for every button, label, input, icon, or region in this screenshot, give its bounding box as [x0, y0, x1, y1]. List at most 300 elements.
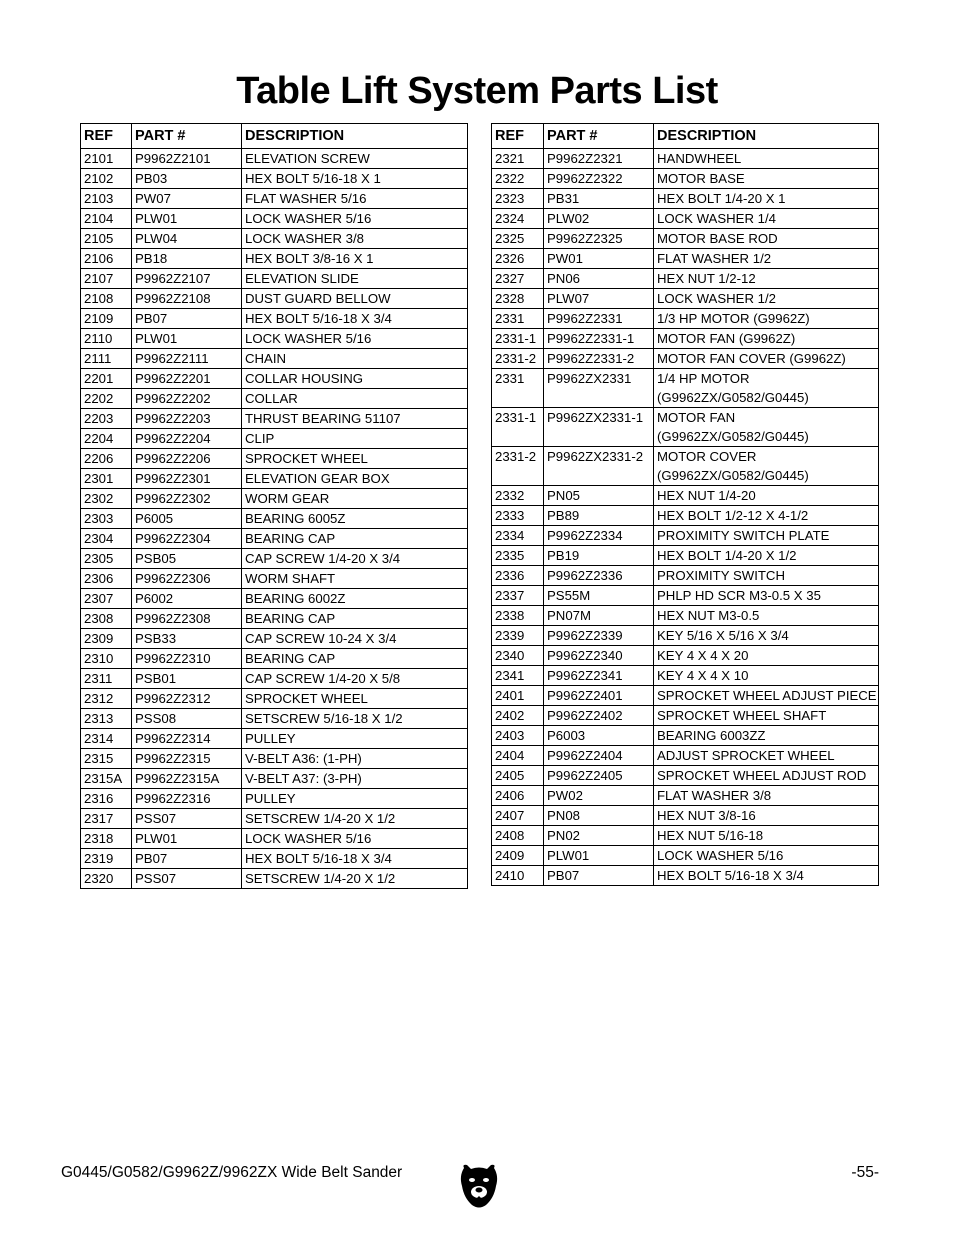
part-number-cell: P9962Z2201: [132, 369, 242, 389]
ref-cell: 2104: [81, 209, 132, 229]
part-number-cell: P9962Z2401: [544, 686, 654, 706]
ref-cell: 2106: [81, 249, 132, 269]
table-row: [492, 586, 879, 606]
part-number-cell: P9962Z2404: [544, 746, 654, 766]
description-line: FLAT WASHER 5/16: [245, 191, 367, 206]
ref-cell: 2313: [81, 709, 132, 729]
description-cell: [242, 449, 468, 469]
table-row: [81, 549, 468, 569]
part-number-cell: P9962Z2405: [544, 766, 654, 786]
table-row: [492, 646, 879, 666]
description-line-2: (G9962ZX/G0582/G0445): [657, 390, 809, 405]
part-number-cell: PW01: [544, 249, 654, 269]
ref-cell: 2409: [492, 846, 544, 866]
description-line: HEX BOLT 5/16-18 X 3/4: [657, 868, 804, 883]
ref-cell: 2326: [492, 249, 544, 269]
description-line: SETSCREW 1/4-20 X 1/2: [245, 871, 396, 886]
part-number-cell: P9962Z2312: [132, 689, 242, 709]
description-line: HANDWHEEL: [657, 151, 742, 166]
description-cell: [242, 649, 468, 669]
part-number-cell: PB18: [132, 249, 242, 269]
table-row: [492, 329, 879, 349]
description-line: LOCK WASHER 5/16: [245, 331, 372, 346]
ref-cell: 2319: [81, 849, 132, 869]
description-line: BEARING 6003ZZ: [657, 728, 766, 743]
description-line: MOTOR FAN (G9962Z): [657, 331, 796, 346]
part-number-cell: P9962Z2111: [132, 349, 242, 369]
ref-cell: 2331-2: [492, 447, 544, 486]
ref-cell: 2408: [492, 826, 544, 846]
ref-cell: 2203: [81, 409, 132, 429]
description-cell: [654, 169, 879, 189]
part-number-cell: PW07: [132, 189, 242, 209]
ref-cell: 2105: [81, 229, 132, 249]
table-row: [492, 209, 879, 229]
ref-cell: 2102: [81, 169, 132, 189]
ref-cell: 2410: [492, 866, 544, 886]
description-cell: [242, 409, 468, 429]
part-number-cell: PN07M: [544, 606, 654, 626]
table-row: [492, 846, 879, 866]
table-row: [492, 686, 879, 706]
ref-cell: 2101: [81, 149, 132, 169]
description-cell: [242, 869, 468, 889]
ref-cell: 2315: [81, 749, 132, 769]
ref-cell: 2406: [492, 786, 544, 806]
description-line: SPROCKET WHEEL ADJUST ROD: [657, 768, 867, 783]
description-line: CHAIN: [245, 351, 287, 366]
table-row: [492, 289, 879, 309]
part-number-cell: PSB05: [132, 549, 242, 569]
part-number-cell: PB03: [132, 169, 242, 189]
table-row: [492, 149, 879, 169]
table-row: [492, 189, 879, 209]
description-cell: [242, 209, 468, 229]
description-cell: [242, 169, 468, 189]
table-row: [81, 809, 468, 829]
description-line: ADJUST SPROCKET WHEEL: [657, 748, 835, 763]
ref-cell: 2316: [81, 789, 132, 809]
ref-cell: 2103: [81, 189, 132, 209]
parts-table-right: [491, 123, 879, 886]
description-line: HEX BOLT 5/16-18 X 3/4: [245, 851, 392, 866]
part-number-cell: P9962Z2322: [544, 169, 654, 189]
part-number-cell: PN08: [544, 806, 654, 826]
table-row: [81, 289, 468, 309]
ref-cell: 2109: [81, 309, 132, 329]
description-line: BEARING CAP: [245, 611, 336, 626]
table-row: [492, 606, 879, 626]
ref-cell: 2323: [492, 189, 544, 209]
table-row: [492, 229, 879, 249]
description-line: SPROCKET WHEEL SHAFT: [657, 708, 827, 723]
ref-cell: 2331: [492, 369, 544, 408]
description-cell: [242, 289, 468, 309]
part-number-cell: PSB33: [132, 629, 242, 649]
part-number-cell: PLW01: [132, 829, 242, 849]
ref-cell: 2331-2: [492, 349, 544, 369]
description-cell: [242, 749, 468, 769]
part-number-cell: P9962Z2331: [544, 309, 654, 329]
ref-cell: 2402: [492, 706, 544, 726]
table-row: [492, 369, 879, 408]
page-number: -55-: [851, 1164, 879, 1181]
footer-model-text: G0445/G0582/G9962Z/9962ZX Wide Belt Sander: [61, 1164, 403, 1181]
description-cell: [242, 429, 468, 449]
table-row: [492, 666, 879, 686]
table-row: [492, 309, 879, 329]
description-cell: [654, 666, 879, 686]
table-row: [81, 389, 468, 409]
description-line: MOTOR BASE: [657, 171, 745, 186]
part-number-cell: PN05: [544, 486, 654, 506]
ref-cell: 2110: [81, 329, 132, 349]
part-number-cell: P6002: [132, 589, 242, 609]
table-row: [492, 349, 879, 369]
part-number-cell: P9962Z2206: [132, 449, 242, 469]
description-line: PROXIMITY SWITCH: [657, 568, 785, 583]
table-row: [81, 649, 468, 669]
table-row: [81, 669, 468, 689]
description-line: BEARING 6005Z: [245, 511, 346, 526]
description-cell: [242, 549, 468, 569]
description-cell: [242, 789, 468, 809]
table-row: [81, 409, 468, 429]
description-line: LOCK WASHER 5/16: [245, 831, 372, 846]
part-number-cell: PSS08: [132, 709, 242, 729]
description-cell: [654, 269, 879, 289]
table-row: [492, 706, 879, 726]
ref-cell: 2306: [81, 569, 132, 589]
ref-cell: 2324: [492, 209, 544, 229]
description-cell: [242, 849, 468, 869]
description-line: WORM GEAR: [245, 491, 330, 506]
description-line: LOCK WASHER 5/16: [245, 211, 372, 226]
table-row: [81, 309, 468, 329]
part-number-cell: PSB01: [132, 669, 242, 689]
description-cell: [654, 546, 879, 566]
table-row: [81, 769, 468, 789]
part-number-cell: PLW02: [544, 209, 654, 229]
part-number-cell: P9962Z2304: [132, 529, 242, 549]
ref-cell: 2401: [492, 686, 544, 706]
description-line: MOTOR BASE ROD: [657, 231, 778, 246]
table-row: [81, 609, 468, 629]
ref-cell: 2309: [81, 629, 132, 649]
ref-cell: 2318: [81, 829, 132, 849]
description-cell: [654, 746, 879, 766]
description-line: SPROCKET WHEEL: [245, 691, 368, 706]
table-row: [81, 189, 468, 209]
part-header: PART #: [132, 124, 242, 149]
description-line: HEX BOLT 1/2-12 X 4-1/2: [657, 508, 809, 523]
table-row: [492, 746, 879, 766]
ref-cell: 2302: [81, 489, 132, 509]
ref-cell: 2201: [81, 369, 132, 389]
table-row: [81, 349, 468, 369]
description-line: MOTOR FAN COVER (G9962Z): [657, 351, 846, 366]
part-number-cell: P9962Z2101: [132, 149, 242, 169]
description-line: PULLEY: [245, 791, 296, 806]
table-row: [81, 729, 468, 749]
part-header: PART #: [544, 124, 654, 149]
description-cell: [654, 646, 879, 666]
ref-cell: 2337: [492, 586, 544, 606]
description-cell: [654, 846, 879, 866]
page-title: Table Lift System Parts List: [236, 70, 718, 112]
description-line: BEARING 6002Z: [245, 591, 346, 606]
ref-cell: 2322: [492, 169, 544, 189]
table-row: [492, 486, 879, 506]
description-cell: [242, 189, 468, 209]
part-number-cell: P9962Z2315: [132, 749, 242, 769]
ref-cell: 2307: [81, 589, 132, 609]
part-number-cell: PB31: [544, 189, 654, 209]
description-cell: [654, 686, 879, 706]
table-row: [81, 709, 468, 729]
description-cell: [242, 609, 468, 629]
part-number-cell: P9962Z2306: [132, 569, 242, 589]
table-row: [81, 529, 468, 549]
description-line: HEX NUT 1/2-12: [657, 271, 756, 286]
table-row: [492, 506, 879, 526]
part-number-cell: P6005: [132, 509, 242, 529]
table-row: [81, 689, 468, 709]
ref-header: REF: [81, 124, 132, 149]
ref-cell: 2304: [81, 529, 132, 549]
ref-cell: 2405: [492, 766, 544, 786]
part-number-cell: P6003: [544, 726, 654, 746]
table-row: [81, 749, 468, 769]
description-cell: [654, 149, 879, 169]
ref-cell: 2327: [492, 269, 544, 289]
description-cell: [242, 309, 468, 329]
part-number-cell: P9962Z2108: [132, 289, 242, 309]
part-number-cell: P9962Z2334: [544, 526, 654, 546]
description-line: HEX BOLT 5/16-18 X 3/4: [245, 311, 392, 326]
description-line: V-BELT A37: (3-PH): [245, 771, 362, 786]
table-row: [492, 626, 879, 646]
part-number-cell: P9962Z2336: [544, 566, 654, 586]
table-row: [81, 629, 468, 649]
part-number-cell: PB07: [132, 849, 242, 869]
description-line: FLAT WASHER 3/8: [657, 788, 772, 803]
description-line: WORM SHAFT: [245, 571, 336, 586]
ref-cell: 2317: [81, 809, 132, 829]
part-number-cell: P9962ZX2331-2: [544, 447, 654, 486]
ref-cell: 2303: [81, 509, 132, 529]
ref-cell: 2331: [492, 309, 544, 329]
description-line: 1/3 HP MOTOR (G9962Z): [657, 311, 810, 326]
description-line: SPROCKET WHEEL: [245, 451, 368, 466]
table-row: [492, 786, 879, 806]
description-line: ELEVATION SCREW: [245, 151, 370, 166]
ref-cell: 2320: [81, 869, 132, 889]
part-number-cell: P9962Z2202: [132, 389, 242, 409]
description-line: MOTOR FAN: [657, 410, 736, 425]
description-cell: [242, 489, 468, 509]
description-line: DUST GUARD BELLOW: [245, 291, 391, 306]
table-row: [492, 766, 879, 786]
description-line: CAP SCREW 1/4-20 X 3/4: [245, 551, 401, 566]
part-number-cell: P9962Z2314: [132, 729, 242, 749]
description-line: PROXIMITY SWITCH PLATE: [657, 528, 830, 543]
description-cell: [654, 349, 879, 369]
part-number-cell: P9962ZX2331-1: [544, 408, 654, 447]
ref-cell: 2332: [492, 486, 544, 506]
table-row: [81, 789, 468, 809]
table-row: [492, 826, 879, 846]
description-line: HEX NUT M3-0.5: [657, 608, 760, 623]
description-line: SPROCKET WHEEL ADJUST PIECE: [657, 688, 877, 703]
description-cell: [242, 729, 468, 749]
part-number-cell: PW02: [544, 786, 654, 806]
part-number-cell: PB89: [544, 506, 654, 526]
description-cell: [242, 389, 468, 409]
part-number-cell: PLW01: [132, 209, 242, 229]
description-cell: [654, 249, 879, 269]
description-cell: [242, 829, 468, 849]
table-row: [492, 269, 879, 289]
table-row: [492, 866, 879, 886]
table-row: [81, 569, 468, 589]
ref-cell: 2325: [492, 229, 544, 249]
description-line: PULLEY: [245, 731, 296, 746]
table-row: [81, 229, 468, 249]
table-row: [81, 149, 468, 169]
part-number-cell: P9962Z2316: [132, 789, 242, 809]
description-line: 1/4 HP MOTOR: [657, 371, 750, 386]
description-cell: [654, 566, 879, 586]
description-cell: [654, 866, 879, 886]
description-line: HEX NUT 3/8-16: [657, 808, 756, 823]
ref-cell: 2310: [81, 649, 132, 669]
description-cell: [654, 786, 879, 806]
description-cell: [654, 369, 879, 408]
description-cell: [654, 766, 879, 786]
description-cell: [242, 349, 468, 369]
part-number-cell: P9962Z2331-2: [544, 349, 654, 369]
table-row: [492, 249, 879, 269]
description-header: DESCRIPTION: [654, 124, 879, 149]
ref-cell: 2206: [81, 449, 132, 469]
ref-cell: 2308: [81, 609, 132, 629]
description-line: KEY 5/16 X 5/16 X 3/4: [657, 628, 789, 643]
description-cell: [242, 369, 468, 389]
part-number-cell: PB07: [544, 866, 654, 886]
table-row: [81, 829, 468, 849]
description-line: COLLAR: [245, 391, 298, 406]
table-row: [81, 489, 468, 509]
part-number-cell: P9962Z2315A: [132, 769, 242, 789]
description-cell: [654, 606, 879, 626]
ref-cell: 2315A: [81, 769, 132, 789]
part-number-cell: P9962Z2402: [544, 706, 654, 726]
ref-cell: 2311: [81, 669, 132, 689]
description-line: V-BELT A36: (1-PH): [245, 751, 362, 766]
description-line: LOCK WASHER 5/16: [657, 848, 784, 863]
ref-cell: 2312: [81, 689, 132, 709]
ref-header: REF: [492, 124, 544, 149]
part-number-cell: PN06: [544, 269, 654, 289]
ref-cell: 2314: [81, 729, 132, 749]
table-row: [81, 849, 468, 869]
ref-cell: 2403: [492, 726, 544, 746]
description-line-2: (G9962ZX/G0582/G0445): [657, 429, 809, 444]
parts-table-left: [80, 123, 468, 889]
part-number-cell: PSS07: [132, 869, 242, 889]
description-line: SETSCREW 1/4-20 X 1/2: [245, 811, 396, 826]
description-cell: [242, 229, 468, 249]
part-number-cell: P9962Z2339: [544, 626, 654, 646]
table-row: [81, 209, 468, 229]
table-row: [81, 509, 468, 529]
part-number-cell: PN02: [544, 826, 654, 846]
table-header-row: [492, 124, 879, 149]
ref-cell: 2331-1: [492, 408, 544, 447]
description-cell: [242, 269, 468, 289]
table-row: [81, 369, 468, 389]
part-number-cell: P9962Z2321: [544, 149, 654, 169]
description-line: HEX NUT 1/4-20: [657, 488, 756, 503]
ref-cell: 2335: [492, 546, 544, 566]
ref-cell: 2339: [492, 626, 544, 646]
part-number-cell: PB07: [132, 309, 242, 329]
description-line: LOCK WASHER 1/4: [657, 211, 776, 226]
table-row: [492, 566, 879, 586]
description-cell: [242, 629, 468, 649]
ref-cell: 2328: [492, 289, 544, 309]
part-number-cell: PSS07: [132, 809, 242, 829]
description-cell: [654, 189, 879, 209]
description-line: BEARING CAP: [245, 651, 336, 666]
description-cell: [242, 709, 468, 729]
description-cell: [242, 769, 468, 789]
description-line: MOTOR COVER: [657, 449, 757, 464]
table-row: [81, 329, 468, 349]
description-line: HEX BOLT 3/8-16 X 1: [245, 251, 374, 266]
description-line: HEX BOLT 5/16-18 X 1: [245, 171, 381, 186]
table-row: [81, 869, 468, 889]
ref-cell: 2305: [81, 549, 132, 569]
description-cell: [654, 329, 879, 349]
description-line-2: (G9962ZX/G0582/G0445): [657, 468, 809, 483]
description-line: KEY 4 X 4 X 10: [657, 668, 749, 683]
part-number-cell: PS55M: [544, 586, 654, 606]
part-number-cell: PLW01: [544, 846, 654, 866]
ref-cell: 2331-1: [492, 329, 544, 349]
ref-cell: 2204: [81, 429, 132, 449]
description-line: HEX NUT 5/16-18: [657, 828, 764, 843]
ref-cell: 2334: [492, 526, 544, 546]
description-cell: [242, 469, 468, 489]
description-header: DESCRIPTION: [242, 124, 468, 149]
description-cell: [242, 509, 468, 529]
description-line: BEARING CAP: [245, 531, 336, 546]
description-line: CAP SCREW 10-24 X 3/4: [245, 631, 397, 646]
ref-cell: 2336: [492, 566, 544, 586]
table-row: [492, 408, 879, 447]
description-cell: [654, 586, 879, 606]
part-number-cell: P9962Z2107: [132, 269, 242, 289]
description-line: CAP SCREW 1/4-20 X 5/8: [245, 671, 401, 686]
description-cell: [654, 726, 879, 746]
description-cell: [242, 589, 468, 609]
description-line: COLLAR HOUSING: [245, 371, 363, 386]
description-cell: [242, 149, 468, 169]
description-cell: [242, 669, 468, 689]
description-cell: [654, 506, 879, 526]
